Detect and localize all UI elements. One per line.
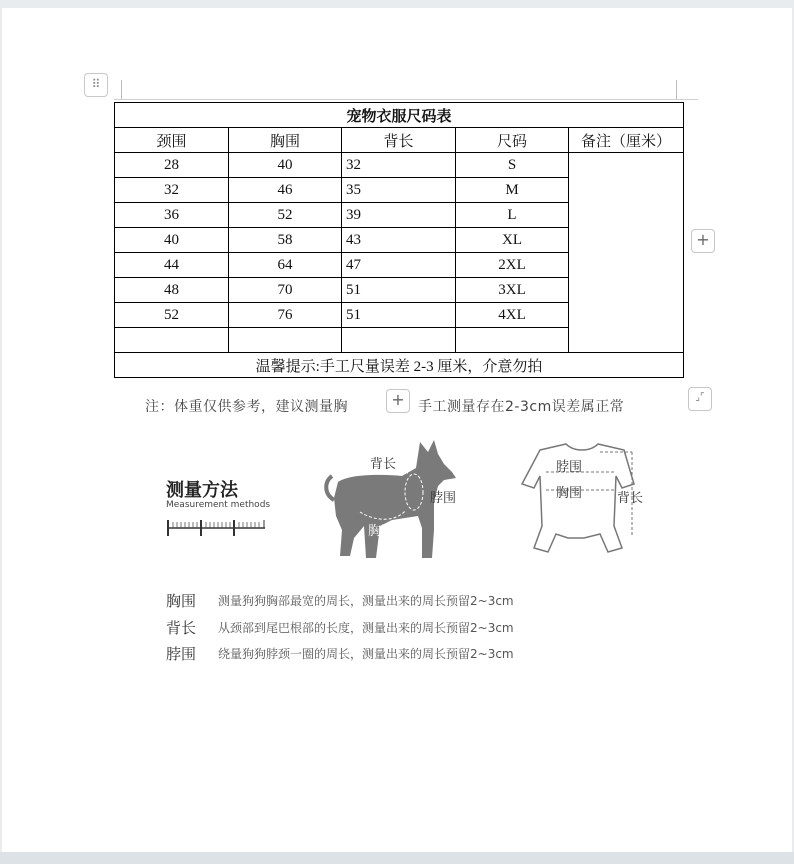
definition-desc: 从颈部到尾巴根部的长度，测量出来的周长预留2~3cm (218, 621, 514, 635)
cell-neck[interactable]: 32 (115, 178, 229, 203)
dog-label-neck: 脖围 (430, 491, 457, 506)
cell-size[interactable]: 2XL (456, 253, 569, 278)
table-tip[interactable]: 温馨提示:手工尺量误差 2-3 厘米，介意勿拍 (115, 353, 684, 378)
margin-marker-right (676, 80, 677, 100)
cell-chest[interactable]: 58 (229, 228, 342, 253)
shirt-label-back: 背长 (617, 491, 644, 506)
cell-back[interactable]: 32 (342, 153, 456, 178)
measure-title: 测量方法 (166, 480, 238, 501)
cell-size[interactable]: XL (456, 228, 569, 253)
cell-size[interactable]: 3XL (456, 278, 569, 303)
cell-neck[interactable]: 48 (115, 278, 229, 303)
cell-neck[interactable]: 40 (115, 228, 229, 253)
cell-back[interactable]: 43 (342, 228, 456, 253)
table-title[interactable]: 宠物衣服尺码表 (115, 103, 684, 128)
definition-desc: 绕量狗狗脖颈一圈的周长，测量出来的周长预留2~3cm (218, 647, 514, 661)
add-row-button[interactable]: + (386, 389, 410, 413)
definition-desc: 测量狗狗胸部最宽的周长，测量出来的周长预留2~3cm (218, 594, 514, 608)
cell-size[interactable]: S (456, 153, 569, 178)
table-top-guide (114, 99, 698, 100)
cell-size[interactable]: M (456, 178, 569, 203)
shirt-label-neck: 脖围 (556, 460, 583, 475)
cell-back[interactable]: 39 (342, 203, 456, 228)
ruler-icon (167, 516, 267, 538)
definition-term: 胸围 (166, 592, 197, 610)
margin-marker-left (121, 80, 122, 100)
cell-back[interactable] (342, 328, 456, 353)
note-part-2: 手工测量存在2-3cm误差属正常 (418, 399, 625, 415)
note-part-1: 注：体重仅供参考，建议测量胸 (145, 399, 348, 415)
table-resize-button[interactable]: ⌟⌜ (688, 387, 712, 411)
cell-neck[interactable] (115, 328, 229, 353)
measure-subtitle: Measurement methods (166, 500, 271, 510)
cell-size[interactable]: 4XL (456, 303, 569, 328)
cell-chest[interactable] (229, 328, 342, 353)
cell-remark[interactable] (569, 153, 684, 353)
header-chest[interactable]: 胸围 (229, 128, 342, 153)
cell-neck[interactable]: 52 (115, 303, 229, 328)
cell-neck[interactable]: 44 (115, 253, 229, 278)
status-bar (0, 852, 794, 864)
shirt-label-chest: 胸围 (556, 486, 583, 501)
cell-chest[interactable]: 52 (229, 203, 342, 228)
header-remark[interactable]: 备注（厘米） (569, 128, 684, 153)
cell-back[interactable]: 35 (342, 178, 456, 203)
cell-back[interactable]: 51 (342, 278, 456, 303)
table-drag-handle[interactable]: ⠿ (84, 73, 108, 97)
table-row (115, 153, 684, 178)
cell-size[interactable]: L (456, 203, 569, 228)
cell-size[interactable] (456, 328, 569, 353)
add-column-button[interactable]: + (691, 229, 715, 253)
cell-neck[interactable]: 28 (115, 153, 229, 178)
cell-chest[interactable]: 70 (229, 278, 342, 303)
cell-chest[interactable]: 46 (229, 178, 342, 203)
cell-chest[interactable]: 76 (229, 303, 342, 328)
note-text (145, 396, 625, 416)
cell-back[interactable]: 47 (342, 253, 456, 278)
dog-label-chest: 胸围 (368, 524, 395, 539)
cell-chest[interactable]: 64 (229, 253, 342, 278)
definition-term: 背长 (166, 619, 197, 637)
header-size[interactable]: 尺码 (456, 128, 569, 153)
cell-back[interactable]: 51 (342, 303, 456, 328)
header-neck[interactable]: 颈围 (115, 128, 229, 153)
cell-chest[interactable]: 40 (229, 153, 342, 178)
definition-term: 脖围 (166, 645, 197, 663)
size-table (114, 102, 684, 378)
header-back[interactable]: 背长 (342, 128, 456, 153)
dog-label-back: 背长 (370, 457, 397, 472)
cell-neck[interactable]: 36 (115, 203, 229, 228)
